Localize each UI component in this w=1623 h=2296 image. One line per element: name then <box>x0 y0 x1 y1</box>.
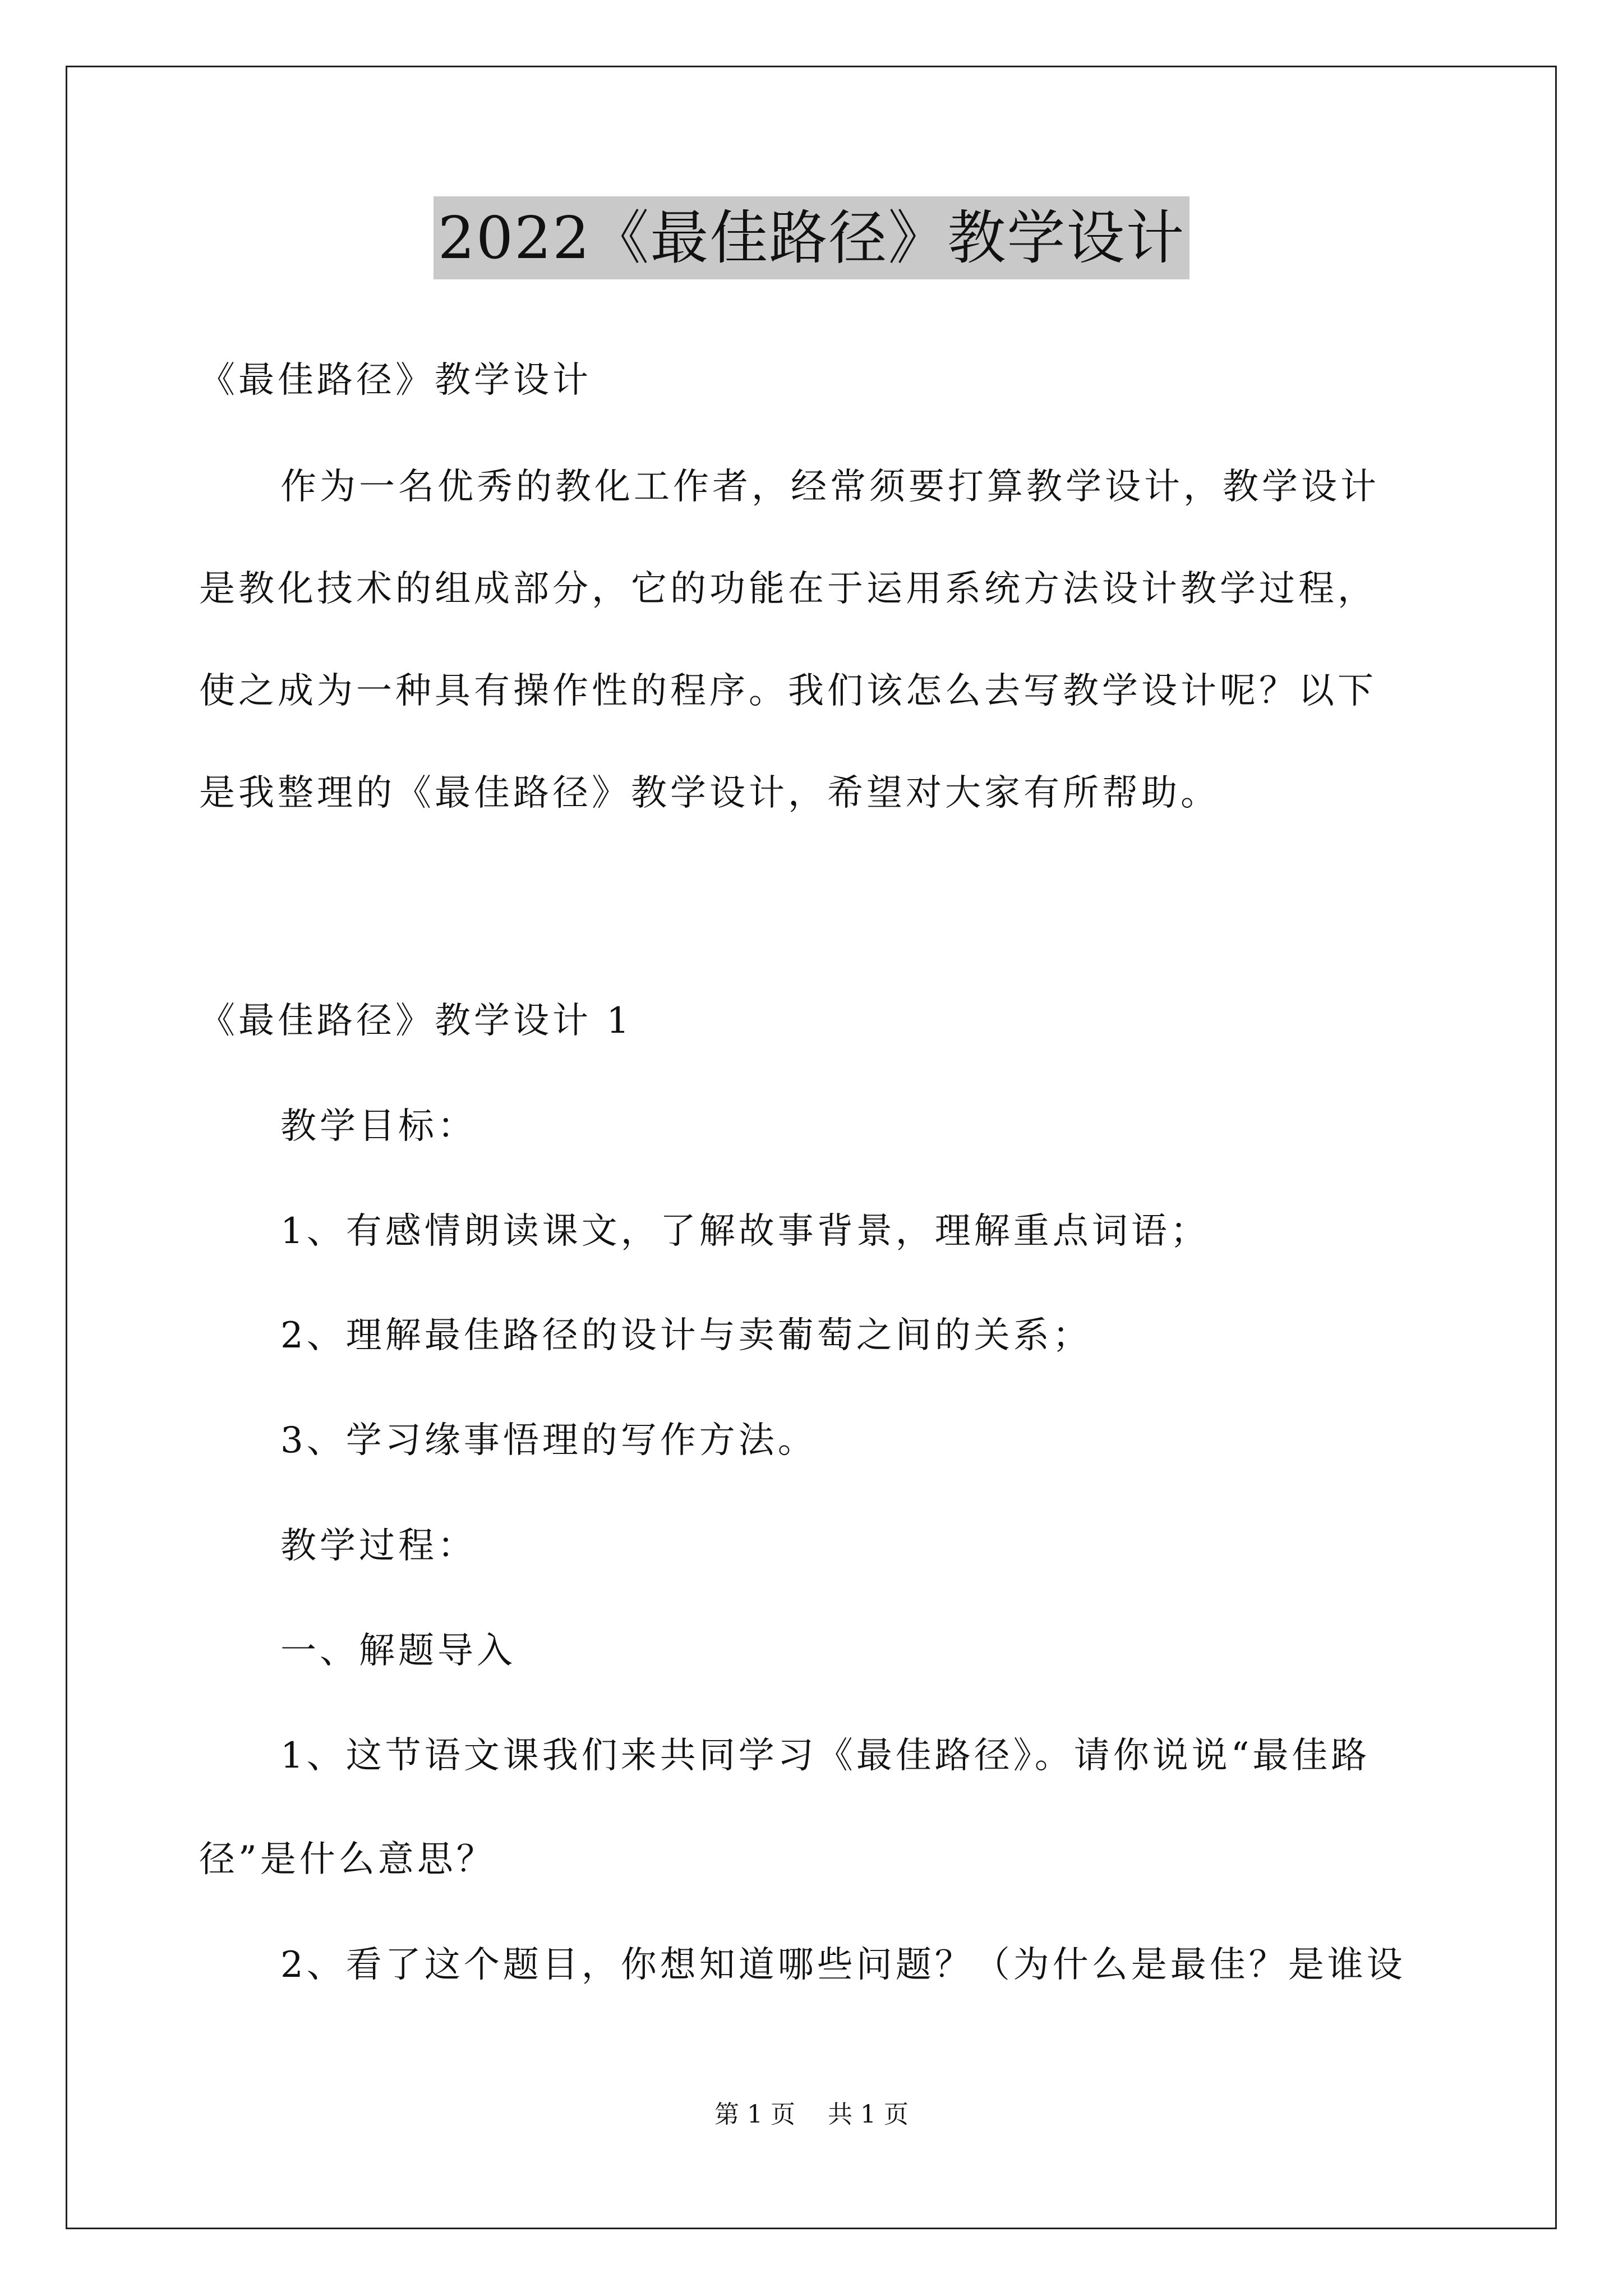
process-label: 教学过程： <box>280 1525 477 1567</box>
goal-item-1: 1、有感情朗读课文，了解故事背景，理解重点词语； <box>280 1211 1210 1252</box>
goal-item-3: 3、学习缘事悟理的写作方法。 <box>280 1420 817 1461</box>
page-number-total: 共 1 页 <box>828 2100 909 2129</box>
section-heading: 《最佳路径》教学设计 1 <box>199 1000 633 1042</box>
page-footer <box>0 2098 1623 2132</box>
intro-line-1: 作为一名优秀的教化工作者，经常须要打算教学设计，教学设计 <box>280 466 1380 508</box>
item1-line-2: 径”是什么意思？ <box>199 1839 496 1880</box>
subtitle: 《最佳路径》教学设计 <box>199 360 592 401</box>
goals-label: 教学目标： <box>280 1106 477 1147</box>
item2-line-1: 2、看了这个题目，你想知道哪些问题？（为什么是最佳？是谁设 <box>280 1944 1406 1986</box>
item1-line-1: 1、这节语文课我们来共同学习《最佳路径》。请你说说“最佳路 <box>280 1735 1371 1777</box>
page-number-current: 第 1 页 <box>714 2100 795 2129</box>
intro-line-4: 是我整理的《最佳路径》教学设计，希望对大家有所帮助。 <box>199 772 1220 814</box>
step-heading: 一、解题导入 <box>280 1630 516 1672</box>
title-container <box>0 196 1623 279</box>
document-title: 2022《最佳路径》教学设计 <box>434 196 1190 279</box>
goal-item-2: 2、理解最佳路径的设计与卖葡萄之间的关系； <box>280 1315 1092 1356</box>
intro-line-2: 是教化技术的组成部分，它的功能在于运用系统方法设计教学过程， <box>199 568 1377 610</box>
intro-line-3: 使之成为一种具有操作性的程序。我们该怎么去写教学设计呢？以下 <box>199 670 1377 712</box>
